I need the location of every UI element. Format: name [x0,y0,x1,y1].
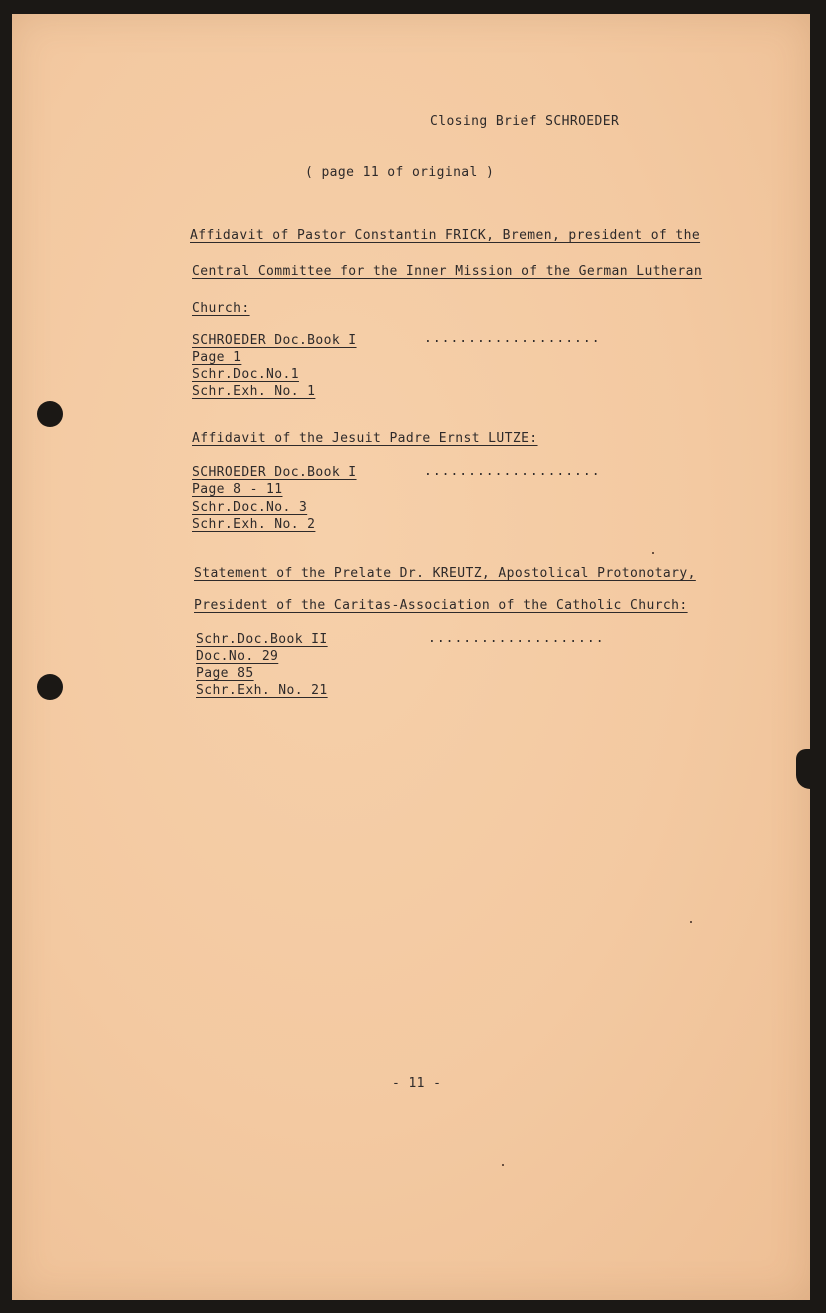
document-header: Closing Brief SCHROEDER [430,114,620,129]
section-heading-line: Affidavit of the Jesuit Padre Ernst LUTZE: [192,431,538,446]
punch-hole [37,401,63,427]
section-heading-line: President of the Caritas-Association of the Catholic Church: [194,598,688,613]
punch-hole [37,674,63,700]
page-number: - 11 - [392,1076,442,1091]
section-heading-line: Statement of the Prelate Dr. KREUTZ, Apostolical Protonotary, [194,566,696,581]
reference-line: SCHROEDER Doc.Book I [192,333,357,348]
dot-leader: .................... [424,464,601,479]
dot-leader: .................... [424,331,601,346]
reference-line: Schr.Exh. No. 1 [192,384,316,399]
reference-line: Schr.Doc.No.1 [192,367,299,382]
paper-speck [652,552,654,554]
reference-line: Page 8 - 11 [192,482,283,497]
paper-speck [502,1164,504,1166]
paper-tear [796,749,810,789]
document-page [12,14,810,1300]
reference-line: SCHROEDER Doc.Book I [192,465,357,480]
reference-line: Schr.Doc.Book II [196,632,328,647]
section-heading-line: Central Committee for the Inner Mission of the German Lutheran [192,264,703,279]
dot-leader: .................... [428,631,605,646]
reference-line: Page 85 [196,666,254,681]
reference-line: Page 1 [192,350,242,365]
reference-line: Schr.Exh. No. 21 [196,683,328,698]
paper-speck [690,921,692,923]
reference-line: Schr.Doc.No. 3 [192,500,308,515]
section-heading-line: Church: [192,301,250,316]
reference-line: Doc.No. 29 [196,649,279,664]
page-note: ( page 11 of original ) [305,165,495,180]
reference-line: Schr.Exh. No. 2 [192,517,316,532]
section-heading-line: Affidavit of Pastor Constantin FRICK, Bremen, president of the [190,228,701,243]
